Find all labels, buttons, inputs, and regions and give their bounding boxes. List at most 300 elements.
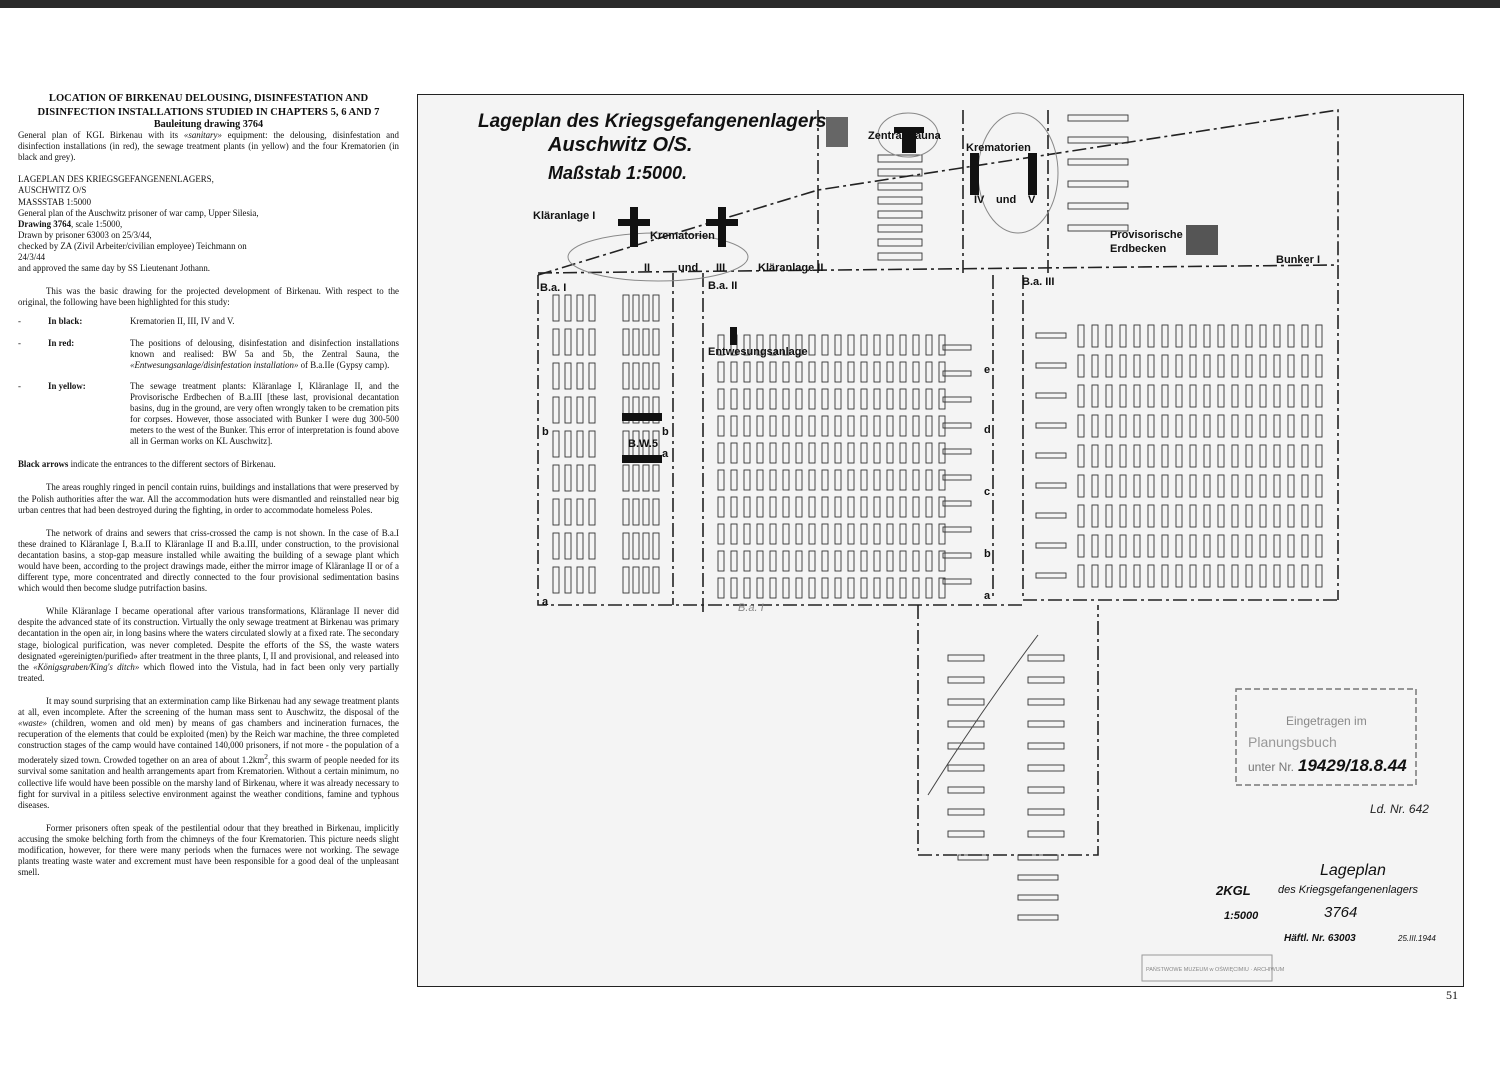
label-zentral-sauna: Zentral Sauna [868,130,941,142]
hut-baii [835,497,841,517]
hut-baiii [1204,565,1210,587]
hut-baiii [1176,565,1182,587]
hut-bai [633,363,639,389]
hut-bai [577,363,583,389]
hut-lower [1028,655,1064,661]
title-block-subtitle: des Kriegsgefangenenlagers [1278,884,1419,896]
hut-baiii [1120,565,1126,587]
hut-baii [835,335,841,355]
archive-stamp-text: PAŃSTWOWE MUZEUM w OŚWIĘCIMIU · ARCHIWUM [1146,967,1285,973]
hut-baiii [1204,475,1210,497]
hut-baii [744,470,750,490]
highlight-black: - In black: Krematorien II, III, IV and V. [18,316,235,327]
hut-baiii [1092,355,1098,377]
hut-baiii [1162,535,1168,557]
drains-paragraph: The network of drains and sewers that criss-crossed the camp is not shown. In the case of B.a.I these drained to Kläranlage I, B.a.II to Kläranlage II and B.a.III, under construction, to the provisional decantation basins, a stop-gap measure installed while awaiting the building of a sewage plant which would have been, according to the project drawings made, either the mirror image of Kläranlage II or of a different type, more concentrated and directly connected to the four provisional sedimentation basins which would then become sludge putrifaction basins. [18,527,399,594]
hut-bai [643,499,649,525]
surprise-paragraph: It may sound surprising that an extermination camp like Birkenau had any sewage treatment plants at all, even incomplete. After the screening of the human mass sent to Auschwitz, the disposal of the «waste» (children, women and old men) by means of gas chambers and incineration furnaces, the recuperation of the elements that could be exploited (men) by the Reich war machine, the three completed construction stages of the camp would have contained 140,000 prisoners, if not more - the population of a moderately sized town. Crowded together on an area of about $1.2km^2$, this swarm of people needed for its survival some sanitation and health arrangements apart from Krematorien. Without a certain minimum, no collective life would have been possible on the marshy land of Birkenau, where it was already necessary to fight for survival in a pitiless selective environment against the weather conditions, famine and typhous diseases. [18,695,399,810]
hut-baii [822,524,828,544]
hut-baii [913,335,919,355]
erdbecken-block [1186,225,1218,255]
hut-baii [900,335,906,355]
hut-baii [731,524,737,544]
hut-bai [633,533,639,559]
hut-bai [565,329,571,355]
hut-baii [913,362,919,382]
hut-baii [757,416,763,436]
hut-baii [744,443,750,463]
hut-bai [643,295,649,321]
hut-baiii [1316,385,1322,407]
hut-baiii [1218,565,1224,587]
hut-lower [1028,765,1064,771]
hut-baiii [1246,355,1252,377]
hut-baii [783,443,789,463]
hut-bai [565,397,571,423]
hut-baiii [1274,325,1280,347]
krematorium-v-mark [1028,153,1037,195]
hut-baii [861,335,867,355]
hut-baii-block [943,397,971,402]
hut-bai [565,533,571,559]
hut-baiii [1302,535,1308,557]
hut-baii [770,578,776,598]
hut-baii [809,362,815,382]
hut-baiii [1078,445,1084,467]
hut-baii [939,443,945,463]
hut-baii [770,524,776,544]
hut-baiii-block [1036,483,1066,488]
hut-baiii [1078,565,1084,587]
camp-plan-drawing [417,94,1464,987]
hut-baii [796,497,802,517]
hut-baiii [1316,445,1322,467]
hut-baii [757,443,763,463]
hut-baiii [1162,385,1168,407]
label-v: V [1028,194,1036,206]
hut-baii [822,335,828,355]
hut-baii [926,551,932,571]
hut-baii [835,578,841,598]
hut-baii [718,470,724,490]
hut-baii [796,389,802,409]
caption-line: AUSCHWITZ O/S [18,185,87,196]
hut-baii [757,551,763,571]
hut-baii [744,389,750,409]
hut-baiii [1288,505,1294,527]
hut-baii [874,524,880,544]
hut-bai [653,533,659,559]
hut-baiii [1288,355,1294,377]
hut-baiii [1120,385,1126,407]
hut-baii [848,578,854,598]
hut-baiii [1302,505,1308,527]
hut-baii [770,389,776,409]
hut-baii [939,551,945,571]
pencil-ring [978,113,1058,233]
faint-pencil-label: B.a. I [738,602,764,614]
hut-baii [874,443,880,463]
hut-baii [809,335,815,355]
hut-baiii [1162,445,1168,467]
hut-baiii [1302,445,1308,467]
hut-baiii [1106,565,1112,587]
hut-baii [796,470,802,490]
hut-baiii [1120,325,1126,347]
hut-baii [887,524,893,544]
label-erdbecken: Erdbecken [1110,243,1167,255]
hut-baii [718,416,724,436]
hut-baii [939,578,945,598]
hut-baiii [1162,475,1168,497]
hut-baii [718,578,724,598]
caption-line: Drawing 3764, scale 1:5000, [18,218,123,229]
hut-baii [848,497,854,517]
hut-baii [926,443,932,463]
hut-baiii [1176,415,1182,437]
hut-baiii [1176,535,1182,557]
hut-baiii [1148,565,1154,587]
hut-north [1068,137,1128,143]
hut-baii [757,497,763,517]
hut-baiii-block [1036,393,1066,398]
caption-line: LAGEPLAN DES KRIEGSGEFANGENENLAGERS, [18,174,214,185]
hut-baiii-block [1036,543,1066,548]
hut-baiii [1246,505,1252,527]
hut-baiii [1246,535,1252,557]
hut-baiii [1078,355,1084,377]
caption-line: MASSSTAB 1:5000 [18,196,92,207]
hut-baii [887,335,893,355]
hut-baiii [1204,415,1210,437]
hut-baiii [1190,535,1196,557]
hut-bai [633,465,639,491]
hut-baiii [1316,415,1322,437]
hut-baii [926,497,932,517]
hut-baii [939,389,945,409]
hut-baii [926,389,932,409]
hut-baiii [1302,565,1308,587]
hut-baii [835,470,841,490]
hut-baiii [1316,475,1322,497]
hut-baiii [1106,475,1112,497]
label-baiii: B.a. III [1022,276,1055,288]
title-block-scale: 1:5000 [1224,910,1259,922]
hut-baii [744,497,750,517]
hut-baii [913,443,919,463]
hut-baiii [1232,325,1238,347]
hut-lower [1028,787,1064,793]
hut-baiii [1288,445,1294,467]
hut-baiii [1120,475,1126,497]
hut-baiii [1246,325,1252,347]
hut-baiii [1134,535,1140,557]
entwesung-mark [730,327,737,345]
hut-baiii [1190,355,1196,377]
hut-baiii [1218,475,1224,497]
hut-north [1068,159,1128,165]
hut-baiii [1302,475,1308,497]
hut-bai [589,329,595,355]
hut-baii-block [943,579,971,584]
hut-baii [926,578,932,598]
hut-baii [848,470,854,490]
hut-baii [900,362,906,382]
hut-baii [887,389,893,409]
hut-baiii [1232,445,1238,467]
hut-baiii-block [1036,573,1066,578]
hut-baii [757,470,763,490]
stamp-line-1: Eingetragen im [1286,714,1367,728]
hut-baiii [1246,565,1252,587]
hut-baiii [1176,355,1182,377]
hut-sauna [878,225,922,232]
hut-baiii [1148,535,1154,557]
hut-bai [589,363,595,389]
map-title [478,111,826,183]
hut-bai [577,533,583,559]
hut-bai [643,465,649,491]
hut-baii [861,416,867,436]
hut-lower [948,809,984,815]
hut-baii [913,551,919,571]
hut-baii [887,470,893,490]
label-a-right: a [984,590,991,602]
hut-baii [913,497,919,517]
hut-sauna [878,169,922,176]
hut-bai [633,295,639,321]
label-iii: III [716,262,726,274]
hut-bai [633,567,639,593]
hut-bai [589,465,595,491]
hut-baiii [1190,385,1196,407]
hut-lower [948,721,984,727]
hut-baii [874,470,880,490]
hut-baii [744,551,750,571]
hut-baiii [1274,415,1280,437]
hut-baii [783,578,789,598]
hut-baiii [1232,415,1238,437]
hut-baiii [1260,535,1266,557]
hut-bai [589,431,595,457]
hut-baii [770,470,776,490]
hut-baiii [1148,505,1154,527]
hut-baiii [1078,325,1084,347]
arrows-paragraph: Black arrows indicate the entrances to the different sectors of Birkenau. [18,459,276,470]
hut-baii [783,470,789,490]
highlight-yellow: - In yellow: The sewage treatment plants: Kläranlage I, Kläranlage II, and the Provisorische Erdbechen of B.a.III [these last, provisional decantation basins, dug in the ground, are very often wrongly taken to be cremation pits for corpses. However, those associated with Bunker I were dug 300-500 meters to the west of the Bunker. This error of interpretation is found above all in German works on KL Auschwitz]. [18,380,399,447]
hut-baiii [1092,565,1098,587]
hut-baii-block [943,475,971,480]
hut-baiii-block [1036,453,1066,458]
hut-baiii [1134,475,1140,497]
hut-baii [783,497,789,517]
label-und-ii-iii: und [678,262,699,274]
hut-sauna [878,239,922,246]
label-bw5: B.W.5 [628,438,658,450]
hut-baii [809,416,815,436]
title-line-2: DISINFECTION INSTALLATIONS STUDIED IN CHAPTERS 5, 6 AND 7 [37,106,380,118]
hut-lower [1028,743,1064,749]
hut-baiii [1176,445,1182,467]
hut-bai [589,295,595,321]
hut-baiii [1148,475,1154,497]
hut-bai [565,567,571,593]
hut-lower [948,743,984,749]
hut-bai [565,431,571,457]
hut-baii [822,362,828,382]
hut-baiii [1246,445,1252,467]
label-iv: IV [974,194,985,206]
hut-baii-block [943,527,971,532]
hut-bai [653,329,659,355]
hut-baiii [1288,565,1294,587]
hut-baii [731,470,737,490]
label-b-left: b [542,426,549,438]
hut-baii [718,443,724,463]
registration-stamp [1236,689,1416,785]
label-krematorien-iv-v: Krematorien [966,142,1031,154]
hut-baiii [1288,535,1294,557]
hut-baiii [1204,355,1210,377]
hut-baiii [1176,325,1182,347]
hut-baiii [1148,385,1154,407]
hut-baii [900,497,906,517]
hut-bai [553,567,559,593]
hut-baii [913,524,919,544]
caption-line: General plan of the Auschwitz prisoner of war camp, Upper Silesia, [18,207,259,218]
hut-baiii [1302,385,1308,407]
hut-baiii [1106,385,1112,407]
hut-baii [926,416,932,436]
camp-plan-svg [418,95,1463,986]
hut-baii [822,551,828,571]
hut-bai [577,499,583,525]
label-und-iv-v: und [996,194,1017,206]
hut-baiii [1078,385,1084,407]
hut-baiii [1092,445,1098,467]
sauna-annex-block [826,117,848,147]
stamp-line-3: unter Nr. [1248,760,1295,774]
label-bunker: Bunker I [1276,254,1321,266]
caption-line: checked by ZA (Zivil Arbeiter/civilian employee) Teichmann on [18,240,247,251]
hut-baii [874,578,880,598]
hut-bai [553,295,559,321]
hut-baii [783,389,789,409]
hut-baii [744,578,750,598]
hut-sauna [878,211,922,218]
hut-baiii [1260,445,1266,467]
hut-baii [770,443,776,463]
hut-baii [757,389,763,409]
hut-baii [887,362,893,382]
hut-bai [553,465,559,491]
hut-baii-block [943,345,971,350]
hut-baiii [1302,325,1308,347]
hut-baiii [1162,415,1168,437]
hut-baii [900,416,906,436]
hut-baii [796,362,802,382]
hut-sauna [878,183,922,190]
hut-baiii [1218,505,1224,527]
hut-baii [861,497,867,517]
hut-bai [643,567,649,593]
map-title-line-3: Maßstab 1:5000. [548,163,688,183]
hut-bai [623,567,629,593]
hut-baiii [1204,535,1210,557]
hut-baii [731,416,737,436]
label-entwesungsanlage: Entwesungsanlage [708,346,808,358]
hut-bai [553,397,559,423]
hut-baii [731,443,737,463]
hut-lower [948,831,984,837]
map-labels [533,130,1320,614]
hut-baiii [1120,505,1126,527]
hut-baiii [1274,355,1280,377]
hut-baiii [1176,505,1182,527]
hut-bai [623,533,629,559]
hut-baiii [1316,355,1322,377]
hut-baiii [1218,445,1224,467]
hut-north [1068,203,1128,209]
hut-baii [861,524,867,544]
hut-baii [913,416,919,436]
hut-baiii [1092,505,1098,527]
hut-baiii [1260,355,1266,377]
map-title-line-1: Lageplan des Kriegsgefangenenlagers [478,111,827,132]
hut-baii-block [943,553,971,558]
hut-lower [1028,699,1064,705]
label-a-bw5: a [662,448,669,460]
hut-baiii [1316,325,1322,347]
odour-paragraph: Former prisoners often speak of the pestilential odour that they breathed in Birkenau, implicitly accusing the smoke belching forth from the chimneys of the four Krematorien. This picture needs slight modification, however, for there were many periods when the furnaces were not working. The sewage plants treating waste water and excrement must have been responsible for a good deal of the unpleasant smell. [18,822,399,878]
hut-baiii [1190,445,1196,467]
hut-baiii [1260,385,1266,407]
hut-baiii [1120,445,1126,467]
hut-baii [809,443,815,463]
hut-baii [926,470,932,490]
hut-lower [1028,809,1064,815]
hut-baii [809,524,815,544]
stamp-number: 19429/18.8.44 [1298,756,1407,775]
label-a-left: a [542,596,549,608]
hut-baii [861,578,867,598]
hut-baii [874,362,880,382]
hut-lower [948,677,984,683]
hut-baiii [1190,475,1196,497]
hut-bottom [1018,875,1058,880]
hut-baii [913,470,919,490]
hut-baiii [1106,535,1112,557]
label-klaeranlage-1: Kläranlage I [533,210,596,222]
hut-baii [835,524,841,544]
hut-baiii [1162,505,1168,527]
hut-baiii [1092,325,1098,347]
hut-baiii [1260,415,1266,437]
hut-bai [565,465,571,491]
hut-baii [861,443,867,463]
hut-baiii [1218,535,1224,557]
hut-lower [948,787,984,793]
hut-baiii [1106,325,1112,347]
hut-baiii [1176,385,1182,407]
title-block-number: 3764 [1324,904,1358,921]
hut-lower [948,765,984,771]
hut-baii [926,524,932,544]
hut-bai [623,329,629,355]
hut-baiii [1274,505,1280,527]
hut-baii [718,497,724,517]
